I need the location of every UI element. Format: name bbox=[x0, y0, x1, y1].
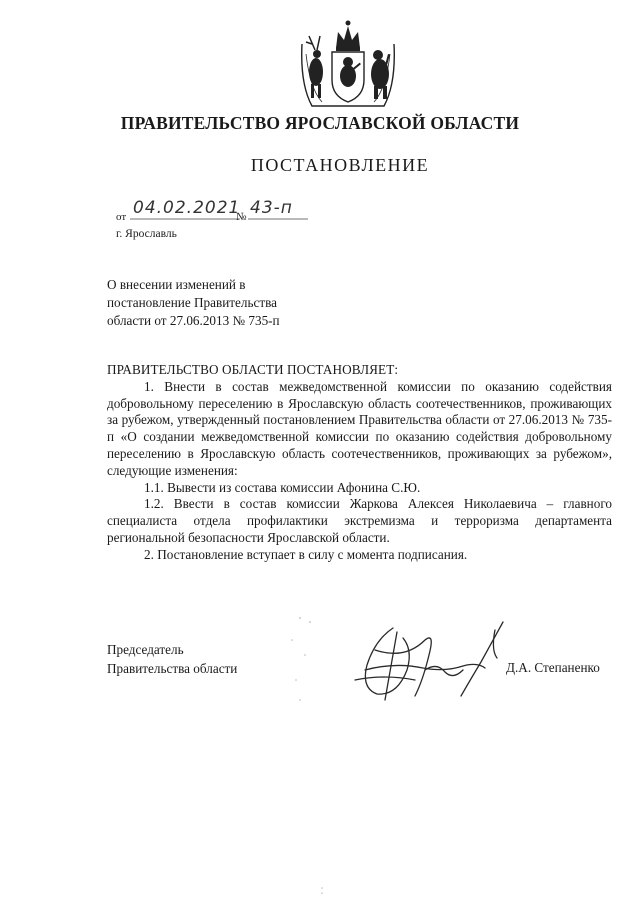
paragraph-1-2: 1.2. Ввести в состав комиссии Жаркова Алексея Николаевича – главного специалиста отдела профилактики экстремизма и терроризма департамента региональной безопасности Ярославской области. bbox=[107, 496, 612, 545]
preamble: ПРАВИТЕЛЬСТВО ОБЛАСТИ ПОСТАНОВЛЯЕТ: bbox=[107, 362, 399, 377]
handwritten-signature bbox=[345, 610, 510, 705]
signatory-role-line: Председатель bbox=[107, 642, 184, 657]
date-underline bbox=[130, 217, 240, 221]
subject-line: постановление Правительства bbox=[107, 295, 278, 310]
subject-block bbox=[107, 276, 280, 330]
date-handwritten: 04.02.2021 bbox=[133, 198, 241, 218]
paragraph-1-1: 1.1. Вывести из состава комиссии Афонина С.Ю. bbox=[144, 479, 421, 495]
signatory-role-line: Правительства области bbox=[107, 661, 238, 676]
document-body bbox=[107, 362, 612, 564]
number-prefix: № bbox=[236, 211, 247, 223]
document-type-heading: ПОСТАНОВЛЕНИЕ bbox=[250, 155, 430, 175]
date-prefix: от bbox=[116, 211, 127, 223]
paragraph-1: 1. Внести в состав межведомственной комиссии по оказанию содействия добровольному переселению в Ярославскую область соотечественников, проживающих за рубежом, утвержденный постановлением Правительства области от 27.06.2013 № 735-п «О создании межведомственной комиссии по оказанию содействия добровольному переселению в Ярославскую область соотечественников, проживающих за рубежом», следующие изменения: bbox=[107, 378, 612, 478]
signatory-name: Д.А. Степаненко bbox=[506, 660, 600, 675]
subject-line: области от 27.06.2013 № 735-п bbox=[107, 313, 280, 328]
number-underline bbox=[248, 217, 308, 221]
government-title: ПРАВИТЕЛЬСТВО ЯРОСЛАВСКОЙ ОБЛАСТИ bbox=[120, 113, 520, 133]
paragraph-2: 2. Постановление вступает в силу с момента подписания. bbox=[144, 546, 468, 562]
city-label: г. Ярославль bbox=[116, 228, 177, 240]
signatory-role bbox=[107, 640, 237, 678]
date-number-line bbox=[114, 198, 414, 226]
subject-line: О внесении изменений в bbox=[107, 277, 246, 292]
number-handwritten: 43-п bbox=[250, 198, 293, 218]
coat-of-arms-emblem bbox=[292, 14, 404, 114]
